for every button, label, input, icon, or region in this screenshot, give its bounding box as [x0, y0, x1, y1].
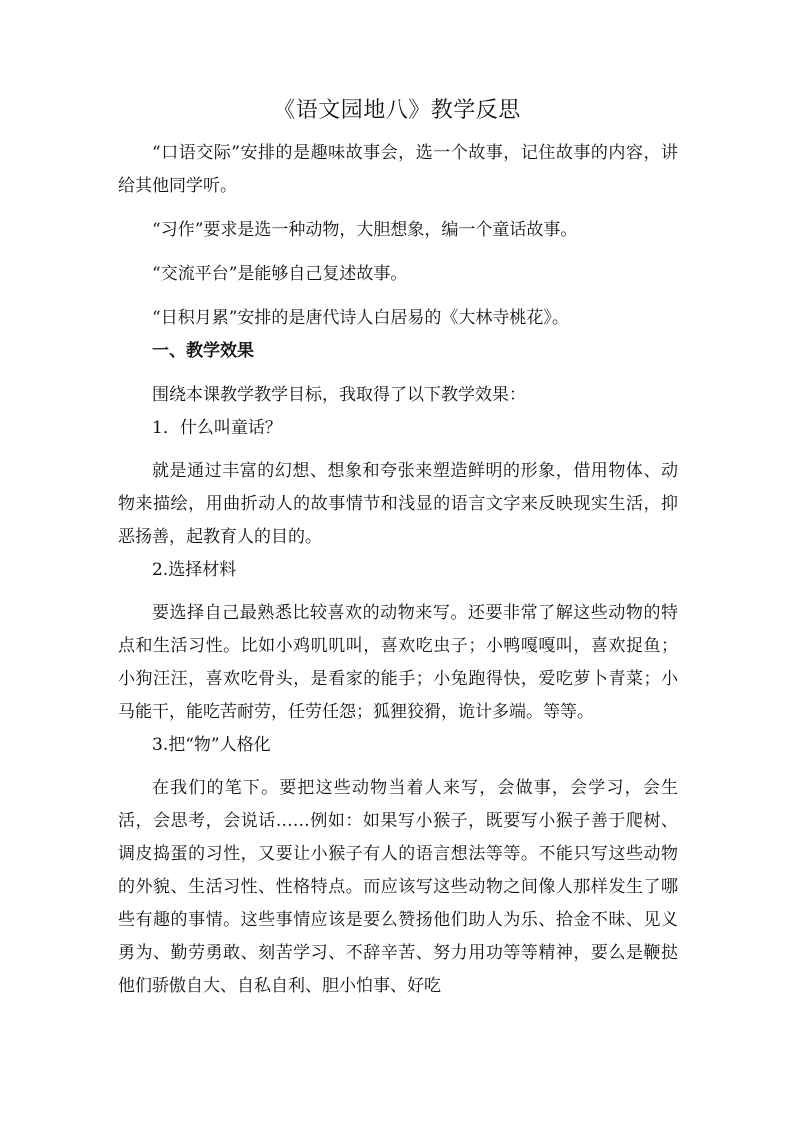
item-text-fairy-tale: 就是通过丰富的幻想、想象和夸张来塑造鲜明的形象，借用物体、动物来描绘，用曲折动人的故事情节和浅显的语言文字来反映现实生活，抑恶扬善，起教育人的目的。: [118, 461, 678, 547]
item-heading-fairy-tale: 1．什么叫童话？: [152, 418, 282, 438]
paragraph-daily-accumulation: “日积月累”安排的是唐代诗人白居易的《大林寺桃花》。: [152, 308, 569, 328]
section-heading-teaching-effect: 一、教学效果: [152, 341, 254, 361]
item-text-personification: 在我们的笔下。要把这些动物当着人来写，会做事，会学习，会生活，会思考，会说话……例如：如果写小猴子，既要写小猴子善于爬树、调皮捣蛋的习性，又要让小猴子有人的语言想法等等。不能只写这些动物的外貌、生活习性、性格特点。而应该写这些动物之间像人那样发生了哪些有趣的事情。这些事情应该是要么赞扬他们助人为乐、拾金不昧、见义勇为、勤劳勇敢、刻苦学习、不辞辛苦、努力用功等等精神，要么是鞭挞他们骄傲自大、自私自利、胆小怕事、好吃: [118, 778, 678, 996]
item-heading-personification: 3.把“物”人格化: [152, 735, 271, 755]
paragraph-exchange-platform: “交流平台”是能够自己复述故事。: [152, 264, 408, 284]
item-heading-choose-material: 2.选择材料: [152, 560, 237, 580]
document-body: [118, 137, 678, 1003]
paragraph-oral-communication: “口语交际”安排的是趣味故事会，选一个故事，记住故事的内容，讲给其他同学听。: [118, 143, 678, 196]
item-text-choose-material: 要选择自己最熟悉比较喜欢的动物来写。还要非常了解这些动物的特点和生活习性。比如小鸡叽叽叫，喜欢吃虫子；小鸭嘎嘎叫，喜欢捉鱼；小狗汪汪，喜欢吃骨头，是看家的能手；小兔跑得快，爱吃萝卜青菜；小马能干，能吃苦耐劳，任劳任怨；狐狸狡猾，诡计多端。等等。: [118, 603, 678, 722]
paragraph-writing-task: “习作”要求是选一种动物，大胆想象，编一个童话故事。: [152, 220, 578, 240]
section-intro: 围绕本课教学教学目标，我取得了以下教学效果：: [152, 385, 526, 405]
page-title: 《语文园地八》教学反思: [273, 98, 521, 123]
